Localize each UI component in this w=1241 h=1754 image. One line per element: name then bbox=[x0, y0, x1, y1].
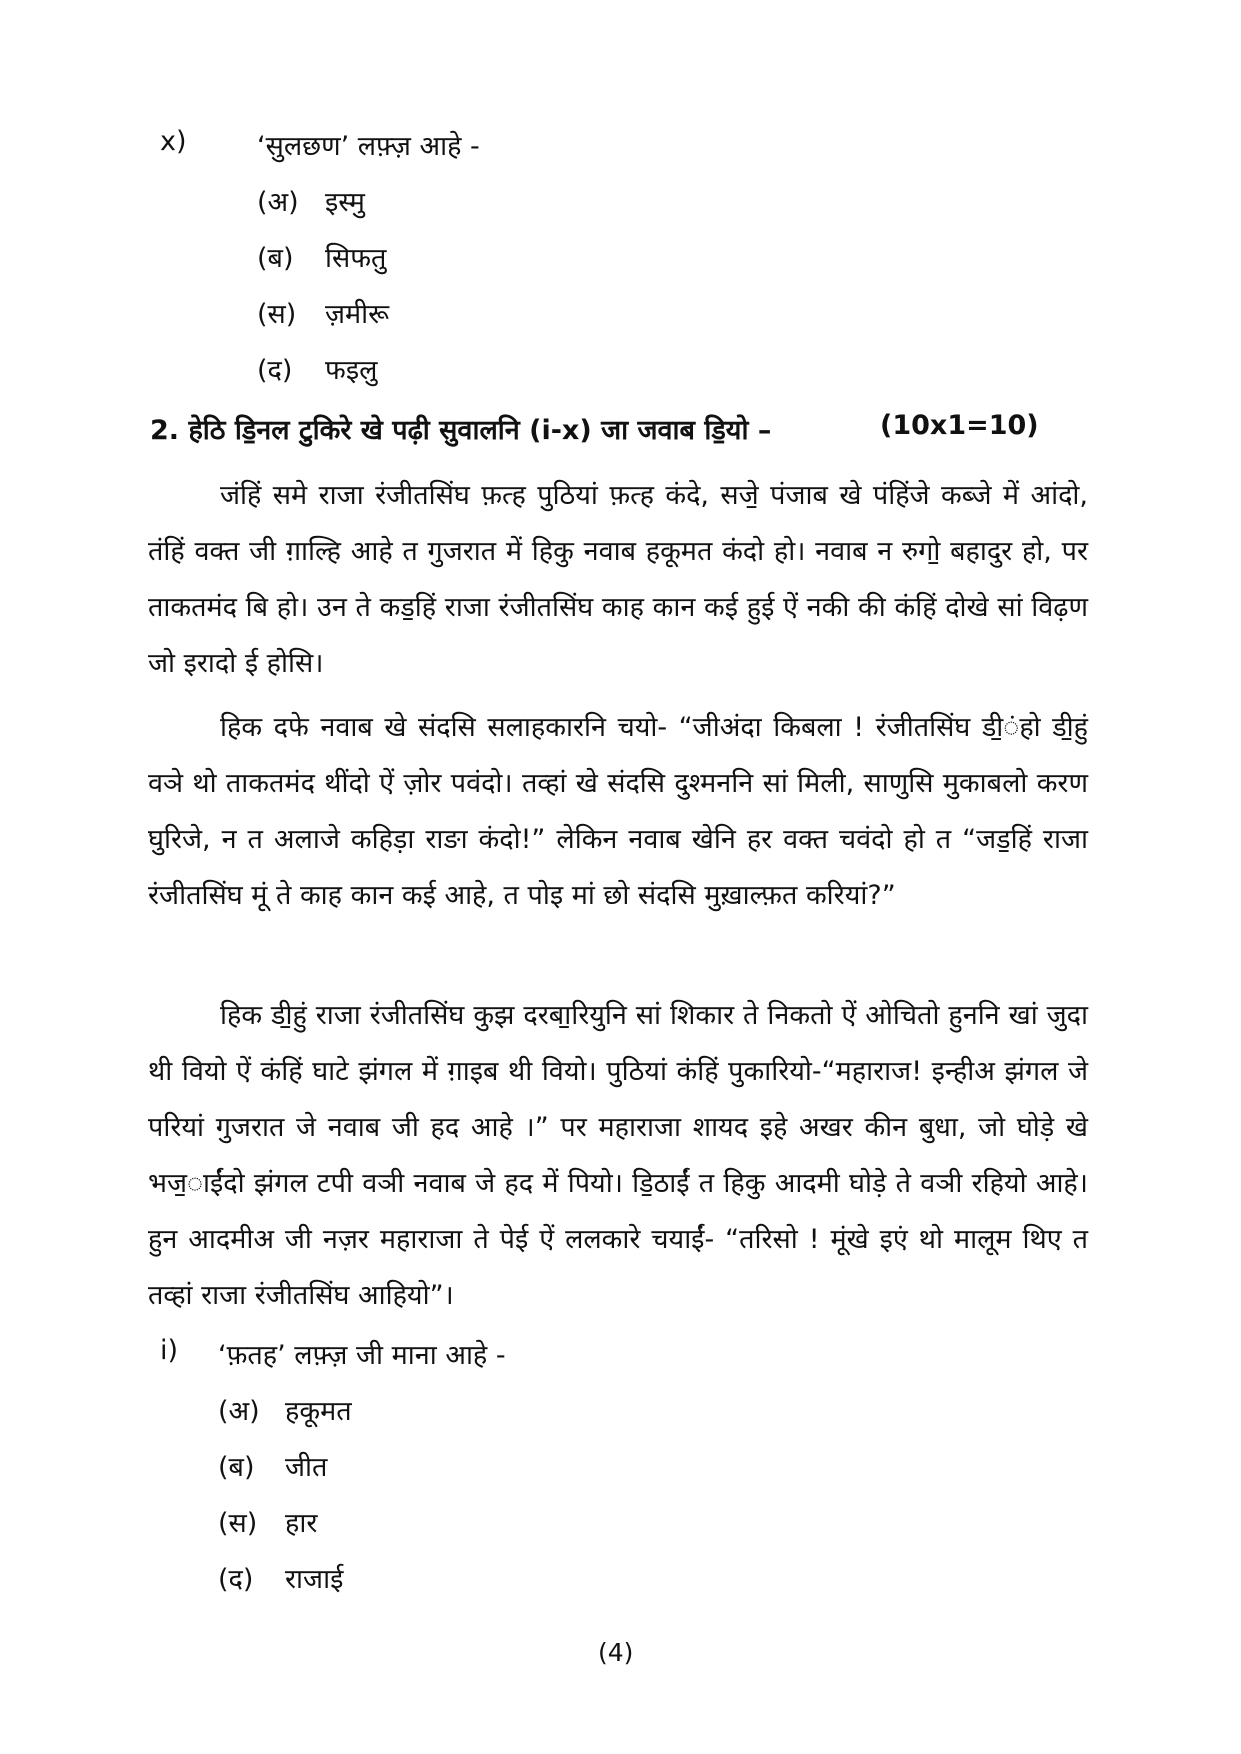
option-text: इस्मु bbox=[325, 187, 365, 218]
section-marks: (10x1=10) bbox=[880, 410, 1039, 441]
option-label: (स) bbox=[218, 1508, 258, 1539]
option-label: (ब) bbox=[218, 1452, 255, 1483]
question-x-text: ‘सुलछण’ लफ़्ज़ आहे - bbox=[257, 131, 480, 162]
option-label: (द) bbox=[218, 1564, 254, 1595]
option-label: (स) bbox=[257, 299, 297, 330]
question-i-number: i) bbox=[160, 1335, 179, 1366]
section-heading: 2. हेठि डि॒नल टुकिरे खे पढ़ी सुवालनि (i-x) जा जवाब डि॒यो – bbox=[150, 415, 772, 446]
option-text: सिफतु bbox=[325, 243, 387, 274]
option-label: (द) bbox=[257, 355, 293, 386]
option-label: (ब) bbox=[257, 243, 294, 274]
option-text: जीत bbox=[285, 1452, 328, 1483]
question-i-text: ‘फ़तह’ लफ़्ज़ जी माना आहे - bbox=[218, 1340, 506, 1371]
option-label: (अ) bbox=[218, 1396, 260, 1427]
option-text: राजाई bbox=[285, 1564, 344, 1595]
passage-paragraph-2: हिक दफे नवाब खे संदसि सलाहकारनि चयो- “जीअंदा किबला ! रंजीतसिंघ डी॒ंहो डी॒हुं वञे थो ताकतमंद थींदो ऐं ज़ोर पवंदो। तव्हां खे संदसि दुश्मननि सां मिली, साणुसि मुकाबलो करण घुरिजे, न त अलाजे कहिड़ा राङा कंदो!” लेकिन नवाब खेनि हर वक्त चवंदो हो त “जड॒हिं राजा रंजीतसिंघ मूं ते काह कान कई आहे, त पोइ मां छो संदसि मुख़ाल्फ़त करियां?” bbox=[148, 712, 1088, 911]
option-label: (अ) bbox=[257, 187, 299, 218]
option-text: फइलु bbox=[325, 355, 378, 386]
question-x-number: x) bbox=[160, 126, 187, 157]
page-number: (4) bbox=[598, 1638, 634, 1667]
option-text: हार bbox=[285, 1508, 318, 1539]
passage-paragraph-3: हिक डी॒हुं राजा रंजीतसिंघ कुझ दरबा॒रियुनि सां शिकार ते निकतो ऐं ओचितो हुननि खां जुदा थी वियो ऐं कंहिं घाटे झंगल में ग़ाइब थी वियो। पुठियां कंहिं पुकारियो-“महाराज! इन्हीअ झंगल जे परियां गुजरात जे नवाब जी हद आहे ।” पर महाराजा शायद इहे अखर कीन बुधा, जो घोड़े खे भज॒ाईंदो झंगल टपी वञी नवाब जे हद में पियो। डि॒ठाईं त हिकु आदमी घोड़े ते वञी रहियो आहे। हुन आदमीअ जी नज़र महाराजा ते पेई ऐं ललकारे चयाईं- “तरिसो ! मूंखे इएं थो मालूम थिए त तव्हां राजा रंजीतसिंघ आहियो”। bbox=[148, 1000, 1088, 1311]
passage-paragraph-1: जंहिं समे राजा रंजीतसिंघ फ़त्ह पुठियां फ़त्ह कंदे, सजे॒ पंजाब खे पंहिंजे कब्जे में आंदो, तंहिं वक्त जी ग़ाल्हि आहे त गुजरात में हिकु नवाब हकूमत कंदो हो। नवाब न रुगो॒ बहादुर हो, पर ताकतमंद बि हो। उन ते कड॒हिं राजा रंजीतसिंघ काह कान कई हुई ऐं नकी की कंहिं दोखे सां विढ़ण जो इरादो ई होसि। bbox=[148, 480, 1088, 679]
option-text: ज़मीरू bbox=[325, 299, 390, 330]
option-text: हकूमत bbox=[285, 1396, 352, 1427]
